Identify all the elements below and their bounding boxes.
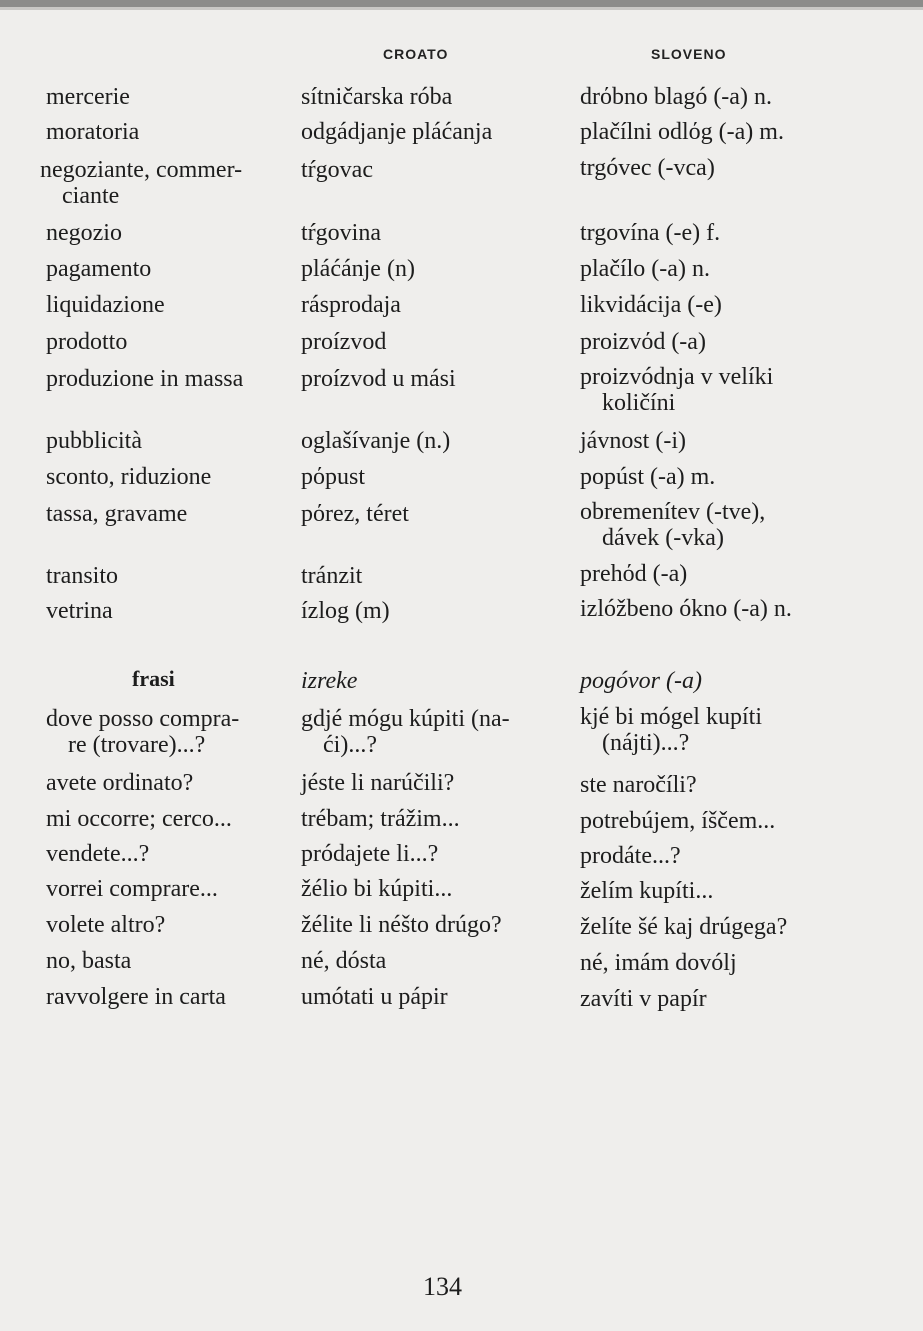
slovenian-term: plačílo (-a) n. bbox=[580, 256, 710, 282]
croatian-phrase: žélio bi kúpiti... bbox=[301, 876, 453, 902]
slovenian-term: trgóvec (-vca) bbox=[580, 155, 715, 181]
italian-phrase bbox=[46, 706, 239, 758]
croatian-term: rásprodaja bbox=[301, 292, 401, 318]
croatian-term: pόrez, téret bbox=[301, 501, 409, 527]
slovenian-term: drόbno blagó (-a) n. bbox=[580, 84, 772, 110]
croatian-phrase: umótati u pápir bbox=[301, 984, 448, 1010]
croatian-phrase: trébam; trážim... bbox=[301, 806, 460, 832]
slovenian-term: likvidácija (-e) bbox=[580, 292, 722, 318]
phrases-heading-slovenian: pogóvor (-a) bbox=[580, 668, 702, 694]
italian-term: tassa, gravame bbox=[46, 501, 188, 527]
croatian-phrase: jéste li narúčili? bbox=[301, 770, 455, 796]
italian-term: transito bbox=[46, 563, 118, 589]
slovenian-term-line1: proizvódnja v velíki bbox=[580, 364, 774, 390]
slovenian-term: popúst (-a) m. bbox=[580, 464, 716, 490]
slovenian-phrase-line2: (nájti)...? bbox=[602, 730, 690, 756]
slovenian-term: jávnost (-i) bbox=[580, 428, 686, 454]
italian-term-line2: ciante bbox=[62, 183, 120, 209]
slovenian-phrase-line1: kjé bi mógel kupíti bbox=[580, 704, 762, 730]
slovenian-phrase: ste naročíli? bbox=[580, 772, 697, 798]
croatian-term: tŕgovina bbox=[301, 220, 381, 246]
slovenian-phrase: želíte šé kaj drúgega? bbox=[580, 914, 788, 940]
italian-term: sconto, riduzione bbox=[46, 464, 212, 490]
slovenian-term: proizvόd (-a) bbox=[580, 329, 706, 355]
italian-term: vetrina bbox=[46, 598, 113, 624]
slovenian-term-line2: dávek (-vka) bbox=[602, 525, 724, 551]
slovenian-phrase bbox=[580, 704, 762, 756]
croatian-term: odgádjanje pláćanja bbox=[301, 119, 493, 145]
slovenian-term: izlóžbeno ókno (-a) n. bbox=[580, 596, 792, 622]
italian-phrase: no, basta bbox=[46, 948, 132, 974]
italian-term: moratoria bbox=[46, 119, 140, 145]
italian-term bbox=[40, 157, 242, 209]
croatian-term: ízlog (m) bbox=[301, 598, 390, 624]
italian-phrase-line2: re (trovare)...? bbox=[68, 732, 206, 758]
italian-term: pubblicità bbox=[46, 428, 142, 454]
italian-term: produzione in massa bbox=[46, 366, 244, 392]
italian-term: mercerie bbox=[46, 84, 130, 110]
column-header-croato: CROATO bbox=[383, 46, 449, 62]
slovenian-term: plačílni odlόg (-a) m. bbox=[580, 119, 784, 145]
page-top-edge bbox=[0, 0, 923, 7]
italian-term: pagamento bbox=[46, 256, 152, 282]
phrases-heading-croatian: izreke bbox=[301, 668, 358, 694]
slovenian-phrase: potrebújem, íščem... bbox=[580, 808, 776, 834]
croatian-term: oglašívanje (n.) bbox=[301, 428, 451, 454]
slovenian-term-line1: obremenítev (-tve), bbox=[580, 499, 766, 525]
phrases-heading-italian: frasi bbox=[132, 666, 175, 691]
italian-phrase: vorrei comprare... bbox=[46, 876, 218, 902]
croatian-phrase: pródajete li...? bbox=[301, 841, 439, 867]
croatian-term: pláćánje (n) bbox=[301, 256, 415, 282]
slovenian-term: prehόd (-a) bbox=[580, 561, 688, 587]
slovenian-term: trgovína (-e) f. bbox=[580, 220, 721, 246]
croatian-phrase: né, dósta bbox=[301, 948, 387, 974]
page-number: 134 bbox=[423, 1272, 462, 1301]
croatian-phrase: žélite li néšto drúgo? bbox=[301, 912, 502, 938]
italian-phrase: vendete...? bbox=[46, 841, 150, 867]
italian-phrase-line1: dove posso compra- bbox=[46, 706, 240, 732]
italian-phrase: avete ordinato? bbox=[46, 770, 194, 796]
slovenian-term-line2: količíni bbox=[602, 390, 676, 416]
italian-term: prodotto bbox=[46, 329, 128, 355]
croatian-term: proízvod u mási bbox=[301, 366, 456, 392]
italian-phrase: mi occorre; cerco... bbox=[46, 806, 232, 832]
italian-term: negozio bbox=[46, 220, 122, 246]
croatian-phrase-line2: ći)...? bbox=[323, 732, 377, 758]
column-header-sloveno: SLOVENO bbox=[651, 46, 727, 62]
slovenian-phrase: né, imám dovólj bbox=[580, 950, 737, 976]
croatian-term: proízvod bbox=[301, 329, 387, 355]
croatian-phrase bbox=[301, 706, 510, 758]
page-top-shadow bbox=[0, 7, 923, 10]
slovenian-phrase: prodáte...? bbox=[580, 843, 681, 869]
croatian-term: pόpust bbox=[301, 464, 366, 490]
italian-phrase: ravvolgere in carta bbox=[46, 984, 226, 1010]
croatian-term: tŕgovac bbox=[301, 157, 373, 183]
croatian-phrase-line1: gdjé mógu kúpiti (na- bbox=[301, 706, 510, 732]
croatian-term: sítničarska róba bbox=[301, 84, 453, 110]
italian-phrase: volete altro? bbox=[46, 912, 166, 938]
italian-term: liquidazione bbox=[46, 292, 165, 318]
italian-term-line1: negoziante, commer- bbox=[40, 157, 243, 183]
slovenian-term bbox=[580, 364, 773, 416]
slovenian-phrase: zavíti v papír bbox=[580, 986, 707, 1012]
slovenian-phrase: želím kupíti... bbox=[580, 878, 714, 904]
croatian-term: tránzit bbox=[301, 563, 363, 589]
slovenian-term bbox=[580, 499, 765, 551]
